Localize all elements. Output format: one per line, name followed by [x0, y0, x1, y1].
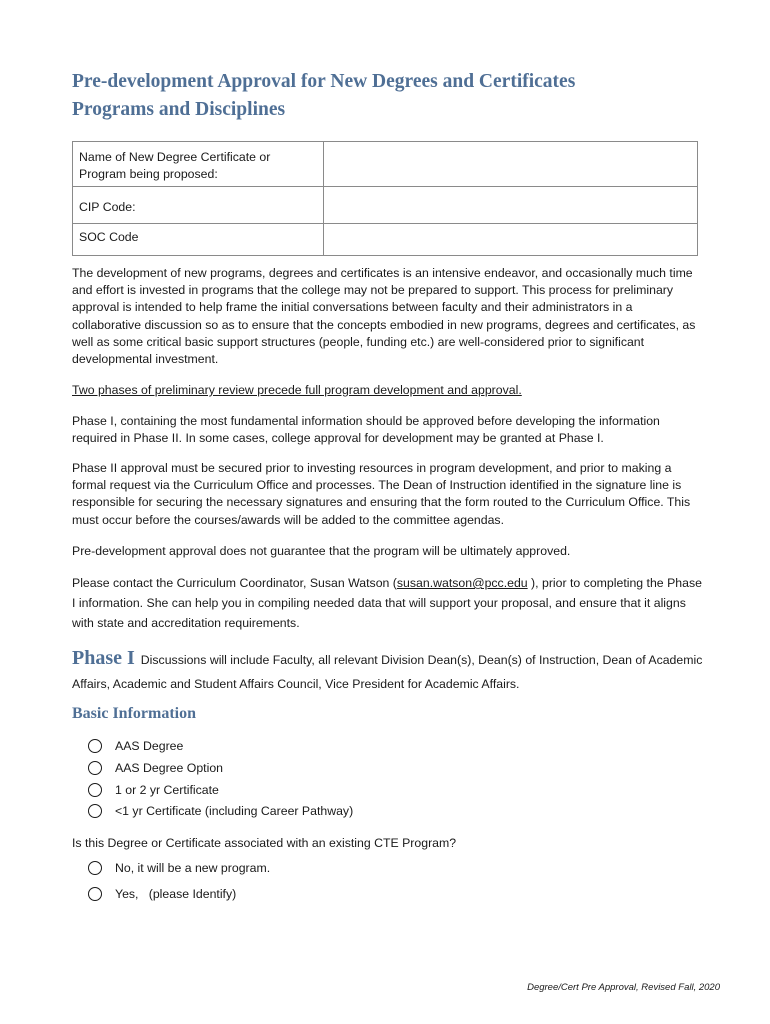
contact-text-before: Please contact the Curriculum Coordinator, Susan Watson (: [72, 576, 397, 590]
radio-button[interactable]: [88, 761, 102, 775]
cip-code-label: CIP Code:: [73, 187, 324, 224]
phase1-description: Phase I, containing the most fundamental information should be approved before developing the information required in Phase II. In some cases, college approval for development may be granted at Phase I.: [72, 414, 660, 446]
intro-paragraph: The development of new programs, degrees and certificates is an intensive endeavor, and occasionally much time and effort is invested in programs that the college may not be prepared to support. This process for preliminary approval is intended to help frame the initial conversations between faculty and their administrators in a collaborative discussion so as to ensure that the concepts embodied in new programs, degrees and certificates, as well as some critical basic support structures (people, funding etc.) are well-considered prior to significant developmental investment.: [72, 266, 696, 367]
cte-question: Is this Degree or Certificate associated with an existing CTE Program?: [72, 836, 457, 850]
cte-option-yes-identify[interactable]: [88, 884, 236, 904]
page-title-line-1: Pre-development Approval for New Degrees and Certificates: [72, 71, 576, 92]
program-name-field[interactable]: [324, 142, 698, 187]
award-option-under-1-yr-certificate[interactable]: [88, 801, 353, 821]
award-option-aas-degree[interactable]: [88, 736, 183, 756]
option-label: AAS Degree Option: [115, 761, 224, 775]
phase1-participants-text: Discussions will include Faculty, all relevant Division Dean(s), Dean(s) of Instruction, Dean of Academic Affairs, Academic and Student Affairs Council, Vice President for Academic Affairs.: [72, 653, 703, 691]
option-label: <1 yr Certificate (including Career Pathway): [115, 804, 354, 818]
radio-button[interactable]: [88, 887, 102, 901]
page-footer: Degree/Cert Pre Approval, Revised Fall, 2020: [527, 982, 720, 993]
phase2-description: Phase II approval must be secured prior to investing resources in program development, and prior to making a formal request via the Curriculum Office and processes. The Dean of Instruction identified in the signature line is responsible for securing the necessary signatures and ensuring that the form routed to the Curriculum Office. This must occur before the courses/awards will be added to the committee agendas.: [72, 461, 691, 527]
cte-option-new-program[interactable]: [88, 858, 270, 878]
page-title-line-2: Programs and Disciplines: [72, 99, 286, 120]
table-row: [73, 142, 698, 187]
table-row: [73, 224, 698, 256]
award-option-aas-degree-option[interactable]: [88, 758, 223, 778]
program-info-table: [72, 141, 698, 256]
option-label: Yes, (please Identify): [115, 887, 237, 901]
option-label: AAS Degree: [115, 739, 184, 753]
cip-code-field[interactable]: [324, 187, 698, 224]
phase1-section: [72, 646, 712, 696]
award-option-1-or-2-yr-certificate[interactable]: [88, 780, 219, 800]
radio-button[interactable]: [88, 783, 102, 797]
table-row: [73, 187, 698, 224]
radio-button[interactable]: [88, 739, 102, 753]
page-title: [72, 68, 712, 124]
option-label: 1 or 2 yr Certificate: [115, 783, 219, 797]
program-name-label: Name of New Degree Certificate or Program being proposed:: [73, 142, 324, 187]
two-phases-heading: Two phases of preliminary review precede full program development and approval.: [72, 383, 522, 397]
contact-paragraph: [72, 573, 704, 633]
soc-code-label: SOC Code: [73, 224, 324, 256]
radio-button[interactable]: [88, 804, 102, 818]
contact-text-after: ), prior to completing the Phase I information. She can help you in compiling needed data that will support your proposal, and ensure that it aligns with state and accreditation requirements.: [72, 576, 702, 630]
radio-button[interactable]: [88, 861, 102, 875]
soc-code-field[interactable]: [324, 224, 698, 256]
no-guarantee-note: Pre-development approval does not guarantee that the program will be ultimately approved.: [72, 544, 571, 558]
basic-information-heading: Basic Information: [72, 705, 196, 722]
phase1-heading: Phase I: [72, 647, 135, 669]
option-label: No, it will be a new program.: [115, 861, 271, 875]
contact-email-link[interactable]: susan.watson@pcc.edu: [396, 576, 528, 590]
